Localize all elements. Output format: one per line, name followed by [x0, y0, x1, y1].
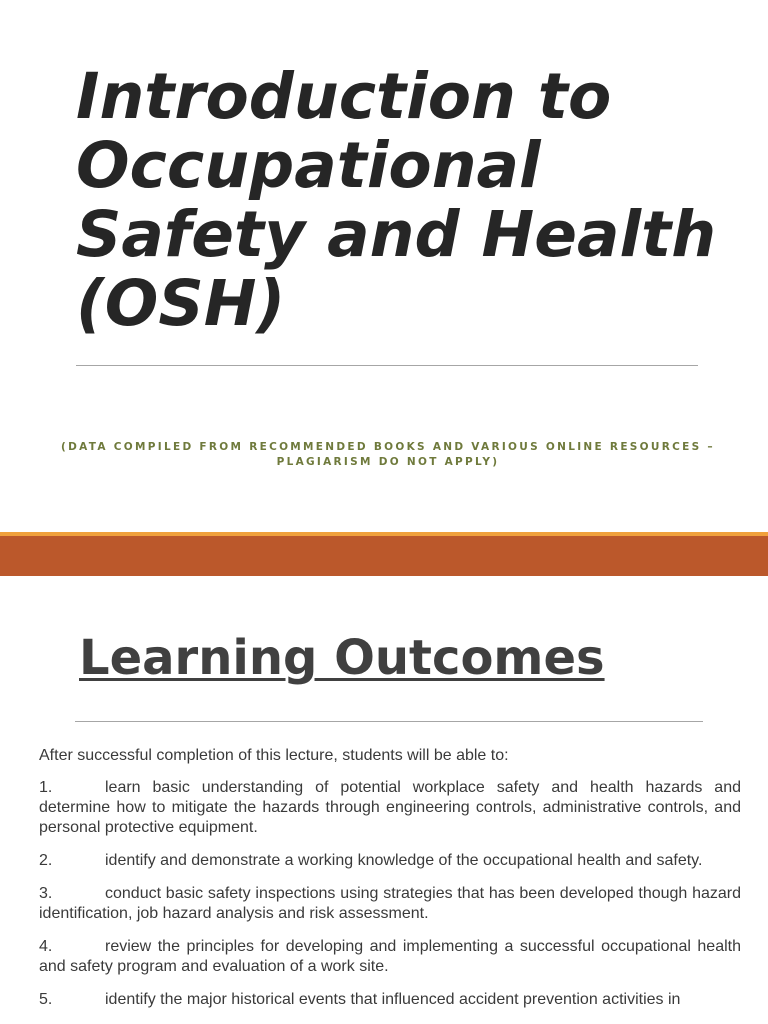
slide-subtitle: (DATA COMPILED FROM RECOMMENDED BOOKS AND VARIOUS ONLINE RESOURCES – PLAGIARISM DO NOT APPLY) [61, 441, 715, 468]
title-divider [76, 365, 698, 366]
outcome-item [39, 990, 741, 1010]
outcome-item [39, 851, 741, 871]
outcome-text: identify the major historical events that influenced accident prevention activities in [105, 991, 681, 1008]
outcome-number: 5. [39, 991, 53, 1008]
outcome-item [39, 937, 741, 977]
section-heading: Learning Outcomes [79, 630, 605, 686]
outcome-number: 3. [39, 885, 53, 902]
outcome-number: 1. [39, 779, 53, 796]
intro-text: After successful completion of this lecture, students will be able to: [39, 747, 509, 764]
outcome-text: identify and demonstrate a working knowledge of the occupational health and safety. [105, 852, 703, 869]
outcome-item [39, 884, 741, 924]
outcome-text: review the principles for developing and implementing a successful occupational health and safety program and evaluation of a work site. [39, 938, 741, 975]
outcomes-body [39, 746, 741, 1023]
outcome-number: 2. [39, 852, 53, 869]
outcome-text: conduct basic safety inspections using strategies that has been developed though hazard identification, job hazard analysis and risk assessment. [39, 885, 741, 922]
outcome-text: learn basic understanding of potential workplace safety and health hazards and determine how to mitigate the hazards through engineering controls, administrative controls, and personal protective equipment. [39, 779, 741, 836]
outcome-item [39, 778, 741, 838]
slide-title: Introduction to Occupational Safety and Health (OSH) [76, 60, 717, 340]
outcome-number: 4. [39, 938, 53, 955]
learning-outcomes-slide [0, 576, 768, 1024]
heading-divider [75, 721, 703, 722]
slide-separator-band [0, 536, 768, 576]
